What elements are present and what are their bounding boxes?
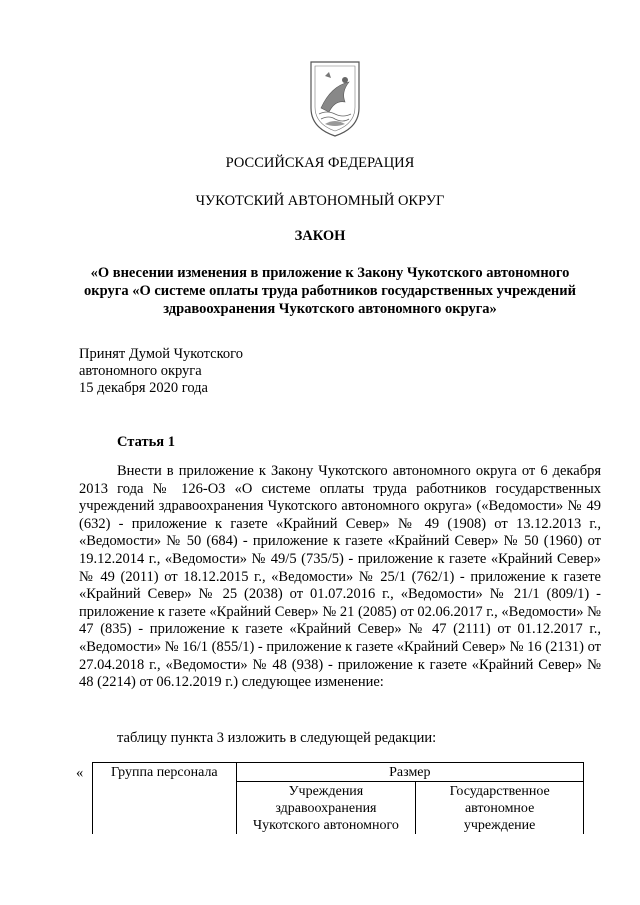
adoption-line: Принят Думой Чукотского	[79, 346, 244, 362]
adoption-line: автономного округа	[79, 363, 202, 379]
sub-col-line: Учреждения	[288, 784, 364, 799]
sub-col-line: Чукотского автономного	[253, 818, 399, 833]
law-title-line: округа «О системе оплаты труда работников государственных учреждений	[84, 283, 576, 299]
law-title-line: здравоохранения Чукотского автономного округа»	[163, 301, 497, 317]
col-header-size: Размер	[236, 763, 583, 782]
article-body: Внести в приложение к Закону Чукотского автономного округа от 6 декабря 2013 года № 126-ОЗ «О системе оплаты труда работников государственных учреждений здравоохранения Чукотского автономного округа» («Ведомости» № 49 (632) - приложение к газете «Крайний Север» № 49 (1908) от 13.12.2013 г., «Ведомости» № 50 (684) - приложение к газете «Крайний Север» № 50 (1960) от 19.12.2014 г., «Ведомости» № 49/5 (735/5) - приложение к газете «Крайний Север» № 49 (2011) от 18.12.2015 г., «Ведомости» № 25/1 (762/1) - приложение к газете «Крайний Север» № 25 (2038) от 01.07.2016 г., «Ведомости» № 21/1 (809/1) - приложение к газете «Крайний Север» № 21 (2085) от 02.06.2017 г., «Ведомости» № 47 (835) - приложение к газете «Крайний Север» № 47 (2111) от 01.12.2017 г., «Ведомости» № 16/1 (855/1) - приложение к газете «Крайний Север» № 16 (2131) от 27.04.2018 г., «Ведомости» № 48 (938) - приложение к газете «Крайний Север» № 48 (2214) от 06.12.2019 г.) следующее изменение:	[79, 463, 601, 691]
article-instruction: таблицу пункта 3 изложить в следующей редакции:	[117, 730, 437, 746]
col-header-personnel-group: Группа персонала	[93, 763, 237, 835]
sub-col-header-state-autonomous	[416, 782, 584, 835]
law-title-line: «О внесении изменения в приложение к Закону Чукотского автономного	[90, 265, 570, 281]
opening-quote: «	[76, 765, 84, 781]
article-heading: Статья 1	[117, 434, 175, 450]
adoption-date: 15 декабря 2020 года	[79, 380, 208, 396]
sub-col-line: учреждение	[463, 818, 536, 833]
adoption-info	[79, 346, 243, 397]
law-title	[60, 264, 600, 318]
sub-col-line: автономное	[464, 801, 535, 816]
coat-of-arms-icon	[301, 56, 369, 140]
personnel-size-table	[92, 762, 584, 834]
country-heading: РОССИЙСКАЯ ФЕДЕРАЦИЯ	[225, 155, 415, 171]
sub-col-header-healthcare	[236, 782, 416, 835]
region-heading: ЧУКОТСКИЙ АВТОНОМНЫЙ ОКРУГ	[195, 193, 445, 209]
sub-col-line: Государственное	[449, 784, 550, 799]
sub-col-line: здравоохранения	[275, 801, 377, 816]
doc-type-heading: ЗАКОН	[294, 228, 346, 244]
